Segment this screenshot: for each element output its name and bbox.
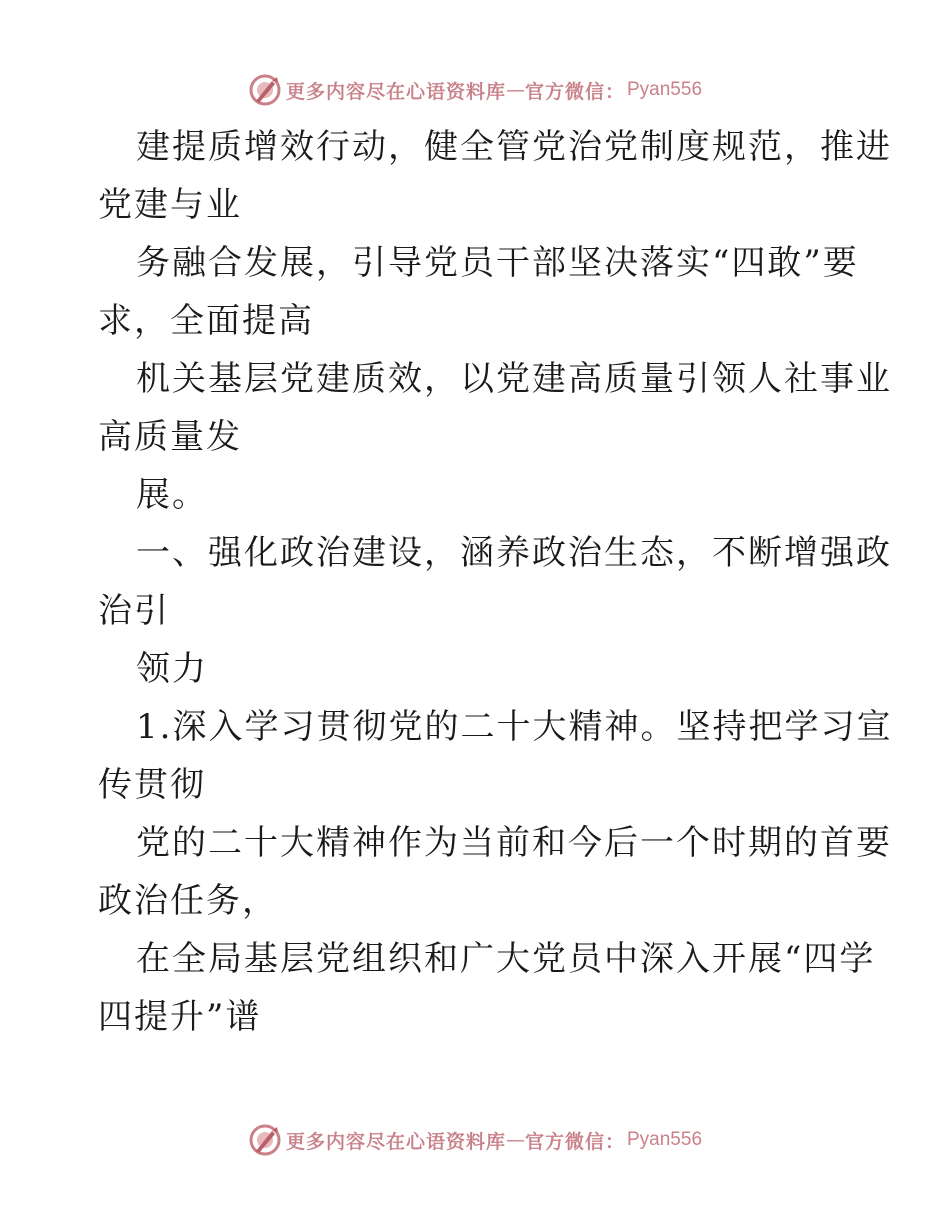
watermark-wechat-label: 官方微信： — [524, 80, 625, 103]
body-line: 政治任务， — [98, 881, 278, 921]
body-line: 党建与业 — [98, 185, 242, 225]
body-line: 求，全面提高 — [98, 301, 314, 341]
body-line: 务融合发展，引导党员干部坚决落实“四敢”要 — [136, 243, 859, 283]
watermark-dash: — — [505, 79, 525, 101]
watermark-wechat-id: Pyan556 — [627, 79, 703, 100]
body-line: 机关基层党建质效，以党建高质量引领人社事业 — [136, 359, 892, 399]
quill-seal-icon — [248, 1123, 282, 1157]
watermark-brand: 更多内容尽在心语资料库 — [285, 80, 506, 103]
header-watermark — [0, 70, 950, 110]
watermark-brand: 更多内容尽在心语资料库 — [285, 1130, 506, 1153]
body-line: 展。 — [136, 475, 208, 515]
body-line: 高质量发 — [98, 417, 242, 457]
body-line: 在全局基层党组织和广大党员中深入开展“四学 — [136, 939, 876, 979]
body-line: 1.深入学习贯彻党的二十大精神。坚持把学习宣 — [136, 707, 893, 747]
body-line: 党的二十大精神作为当前和今后一个时期的首要 — [136, 823, 892, 863]
watermark-wechat-label: 官方微信： — [524, 1130, 625, 1153]
section-heading-line: 一、强化政治建设，涵养政治生态，不断增强政 — [136, 533, 892, 573]
footer-watermark — [0, 1120, 950, 1160]
body-line: 传贯彻 — [98, 765, 206, 805]
watermark-dash: — — [505, 1129, 525, 1151]
section-heading-line: 治引 — [98, 591, 170, 631]
watermark-wechat-id: Pyan556 — [627, 1129, 703, 1150]
quill-seal-icon — [248, 73, 282, 107]
document-body — [98, 118, 893, 1046]
section-heading-line: 领力 — [136, 649, 208, 689]
body-line: 四提升”谱 — [98, 997, 262, 1037]
body-line: 建提质增效行动，健全管党治党制度规范，推进 — [136, 127, 892, 167]
